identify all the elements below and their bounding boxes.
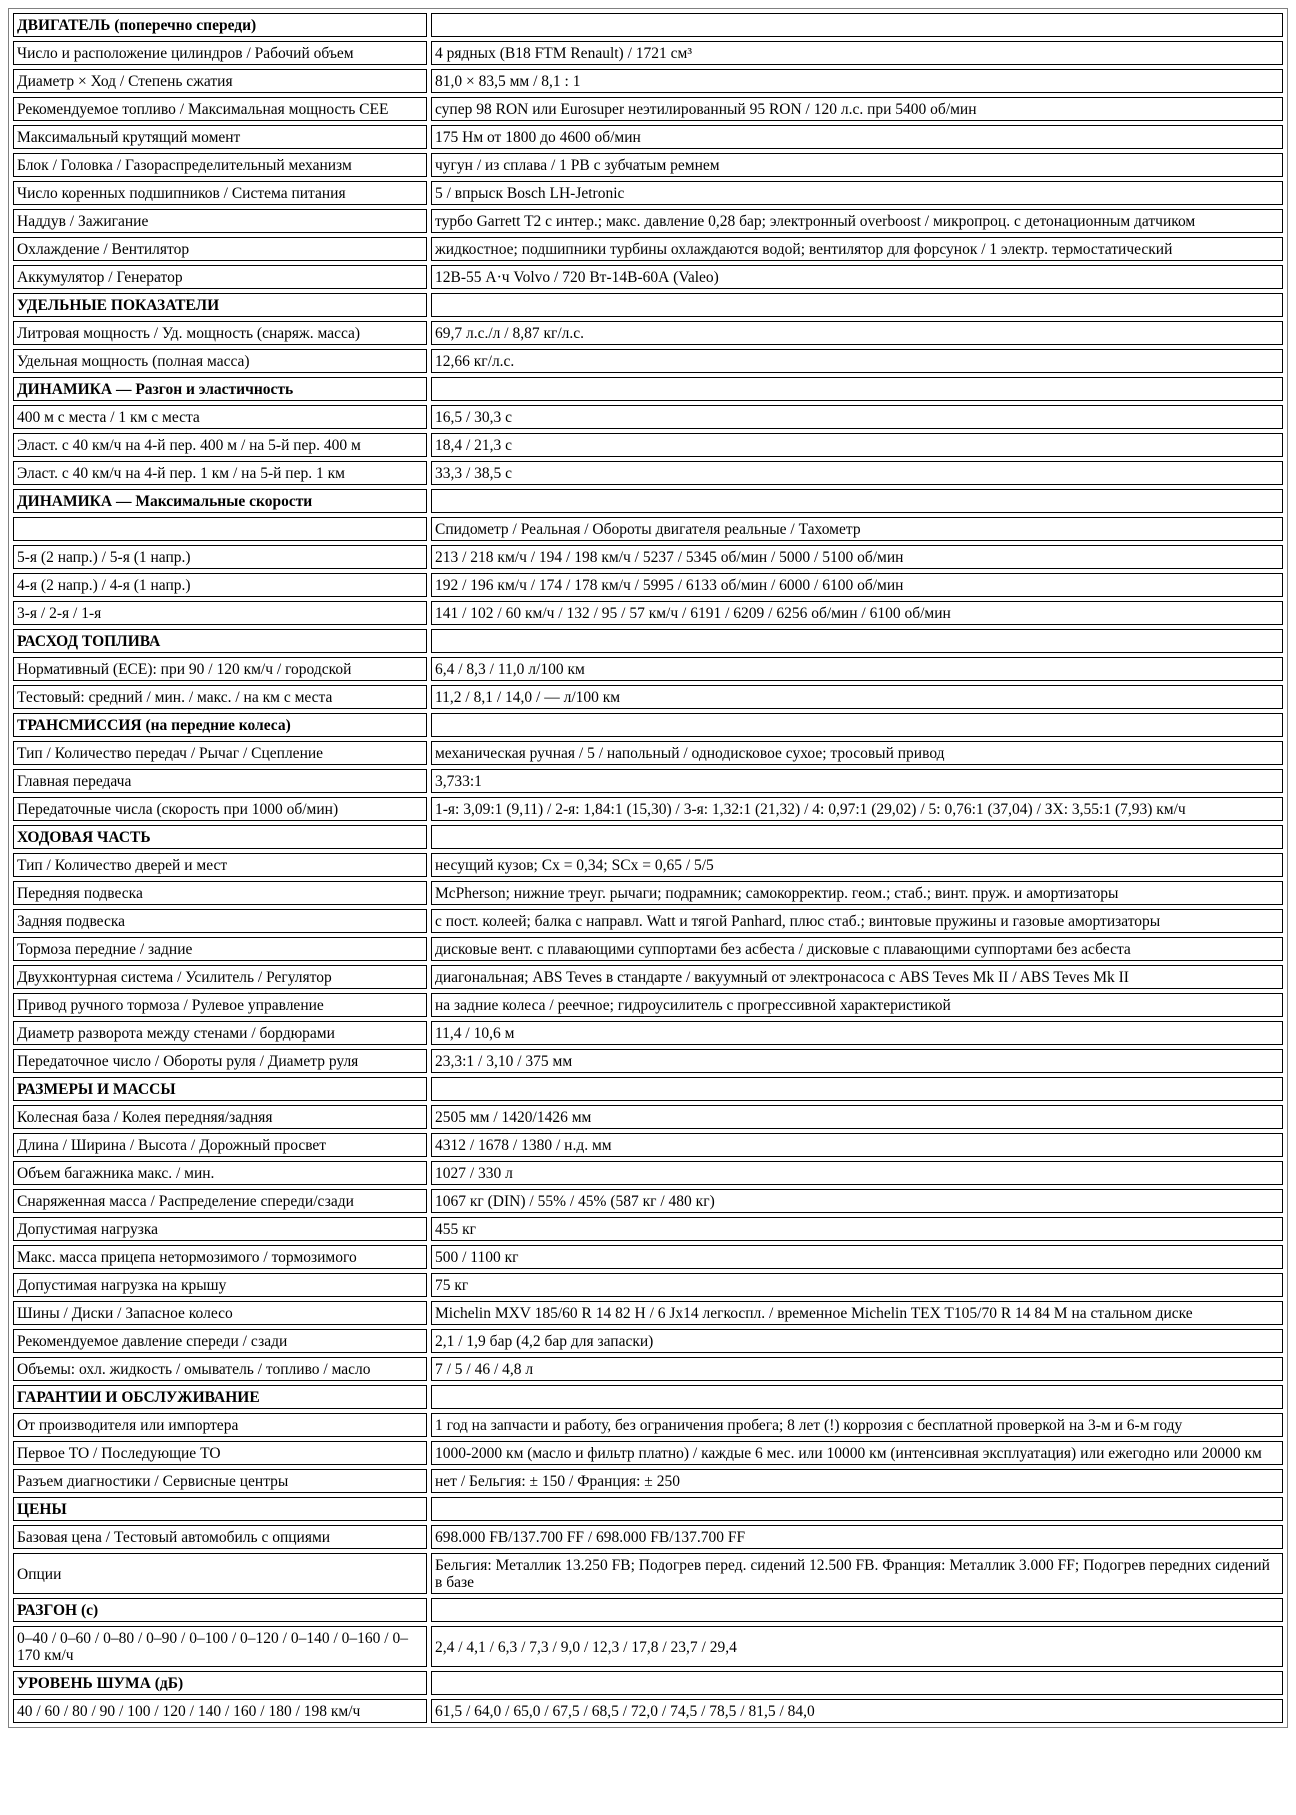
spec-value: 69,7 л.с./л / 8,87 кг/л.с. xyxy=(431,321,1283,345)
spec-label: Снаряженная масса / Распределение спереди/сзади xyxy=(13,1189,427,1213)
spec-label: Диаметр × Ход / Степень сжатия xyxy=(13,69,427,93)
spec-label: Тип / Количество передач / Рычаг / Сцепление xyxy=(13,741,427,765)
section-value-cell xyxy=(431,1077,1283,1101)
spec-value: 12,66 кг/л.с. xyxy=(431,349,1283,373)
section-title: ЦЕНЫ xyxy=(13,1497,427,1521)
spec-value: 2,4 / 4,1 / 6,3 / 7,3 / 9,0 / 12,3 / 17,8 / 23,7 / 29,4 xyxy=(431,1626,1283,1667)
spec-label: Объемы: охл. жидкость / омыватель / топливо / масло xyxy=(13,1357,427,1381)
spec-row xyxy=(13,1105,1283,1129)
spec-value: 2,1 / 1,9 бар (4,2 бар для запаски) xyxy=(431,1329,1283,1353)
section-value-cell xyxy=(431,489,1283,513)
section-header-row xyxy=(13,1598,1283,1622)
spec-row xyxy=(13,405,1283,429)
section-header-row xyxy=(13,13,1283,37)
spec-value: 7 / 5 / 46 / 4,8 л xyxy=(431,1357,1283,1381)
section-value-cell xyxy=(431,13,1283,37)
spec-label: Задняя подвеска xyxy=(13,909,427,933)
spec-row xyxy=(13,1553,1283,1594)
section-value-cell xyxy=(431,1385,1283,1409)
section-title: ДВИГАТЕЛЬ (поперечно спереди) xyxy=(13,13,427,37)
spec-label: Объем багажника макс. / мин. xyxy=(13,1161,427,1185)
spec-value: 1067 кг (DIN) / 55% / 45% (587 кг / 480 кг) xyxy=(431,1189,1283,1213)
section-title: УДЕЛЬНЫЕ ПОКАЗАТЕЛИ xyxy=(13,293,427,317)
spec-value: 5 / впрыск Bosch LH-Jetronic xyxy=(431,181,1283,205)
spec-row xyxy=(13,741,1283,765)
spec-row xyxy=(13,1245,1283,1269)
spec-value: диагональная; ABS Teves в стандарте / вакуумный от электронасоса с ABS Teves Mk II / ABS Teves Mk II xyxy=(431,965,1283,989)
spec-value: механическая ручная / 5 / напольный / однодисковое сухое; тросовый привод xyxy=(431,741,1283,765)
section-header-row xyxy=(13,825,1283,849)
spec-label: Рекомендуемое давление спереди / сзади xyxy=(13,1329,427,1353)
spec-row xyxy=(13,937,1283,961)
spec-row xyxy=(13,1329,1283,1353)
spec-label: Базовая цена / Тестовый автомобиль с опциями xyxy=(13,1525,427,1549)
section-header-row xyxy=(13,629,1283,653)
spec-value: 455 кг xyxy=(431,1217,1283,1241)
section-title: РАЗГОН (с) xyxy=(13,1598,427,1622)
section-title: РАСХОД ТОПЛИВА xyxy=(13,629,427,653)
section-title: ДИНАМИКА — Разгон и эластичность xyxy=(13,377,427,401)
spec-label: Передаточные числа (скорость при 1000 об/мин) xyxy=(13,797,427,821)
spec-row xyxy=(13,517,1283,541)
spec-label: Рекомендуемое топливо / Максимальная мощность CEE xyxy=(13,97,427,121)
spec-row xyxy=(13,545,1283,569)
spec-value: 1000-2000 км (масло и фильтр платно) / каждые 6 мес. или 10000 км (интенсивная эксплуатация) или ежегодно или 20000 км xyxy=(431,1441,1283,1465)
spec-value: 11,2 / 8,1 / 14,0 / — л/100 км xyxy=(431,685,1283,709)
spec-label: Блок / Головка / Газораспределительный механизм xyxy=(13,153,427,177)
spec-label: Допустимая нагрузка xyxy=(13,1217,427,1241)
section-title: РАЗМЕРЫ И МАССЫ xyxy=(13,1077,427,1101)
spec-value: чугун / из сплава / 1 РВ с зубчатым ремнем xyxy=(431,153,1283,177)
spec-value: 698.000 FB/137.700 FF / 698.000 FB/137.700 FF xyxy=(431,1525,1283,1549)
spec-label: 4-я (2 напр.) / 4-я (1 напр.) xyxy=(13,573,427,597)
spec-row xyxy=(13,1413,1283,1437)
spec-row xyxy=(13,265,1283,289)
spec-row xyxy=(13,1699,1283,1723)
spec-value: 500 / 1100 кг xyxy=(431,1245,1283,1269)
spec-table-body xyxy=(13,13,1283,1723)
spec-row xyxy=(13,573,1283,597)
section-title: ТРАНСМИССИЯ (на передние колеса) xyxy=(13,713,427,737)
spec-label: Допустимая нагрузка на крышу xyxy=(13,1273,427,1297)
section-value-cell xyxy=(431,377,1283,401)
spec-row xyxy=(13,349,1283,373)
spec-label: Передняя подвеска xyxy=(13,881,427,905)
spec-label: Тормоза передние / задние xyxy=(13,937,427,961)
spec-value: 18,4 / 21,3 с xyxy=(431,433,1283,457)
spec-row xyxy=(13,769,1283,793)
section-title: ХОДОВАЯ ЧАСТЬ xyxy=(13,825,427,849)
section-header-row xyxy=(13,377,1283,401)
spec-label: Опции xyxy=(13,1553,427,1594)
spec-row xyxy=(13,1357,1283,1381)
spec-value: Спидометр / Реальная / Обороты двигателя реальные / Тахометр xyxy=(431,517,1283,541)
spec-value: 1-я: 3,09:1 (9,11) / 2-я: 1,84:1 (15,30) / 3-я: 1,32:1 (21,32) / 4: 0,97:1 (29,02) / 5: 0,76:1 (37,04) / ЗХ: 3,55:1 (7,93) км/ч xyxy=(431,797,1283,821)
spec-value: на задние колеса / реечное; гидроусилитель с прогрессивной характеристикой xyxy=(431,993,1283,1017)
spec-row xyxy=(13,1525,1283,1549)
spec-label: 0–40 / 0–60 / 0–80 / 0–90 / 0–100 / 0–120 / 0–140 / 0–160 / 0–170 км/ч xyxy=(13,1626,427,1667)
spec-value: супер 98 RON или Eurosuper неэтилированный 95 RON / 120 л.с. при 5400 об/мин xyxy=(431,97,1283,121)
spec-value: 6,4 / 8,3 / 11,0 л/100 км xyxy=(431,657,1283,681)
spec-value: несущий кузов; Cx = 0,34; SCx = 0,65 / 5/5 xyxy=(431,853,1283,877)
spec-value: 4312 / 1678 / 1380 / н.д. мм xyxy=(431,1133,1283,1157)
spec-label: 400 м с места / 1 км с места xyxy=(13,405,427,429)
spec-row xyxy=(13,797,1283,821)
spec-row xyxy=(13,461,1283,485)
spec-row xyxy=(13,433,1283,457)
spec-row xyxy=(13,41,1283,65)
spec-row xyxy=(13,1049,1283,1073)
section-value-cell xyxy=(431,293,1283,317)
spec-value: 1027 / 330 л xyxy=(431,1161,1283,1185)
spec-value: 4 рядных (B18 FTM Renault) / 1721 см³ xyxy=(431,41,1283,65)
spec-label: Аккумулятор / Генератор xyxy=(13,265,427,289)
spec-value: жидкостное; подшипники турбины охлаждаются водой; вентилятор для форсунок / 1 электр. термостатический xyxy=(431,237,1283,261)
section-header-row xyxy=(13,1385,1283,1409)
spec-row xyxy=(13,601,1283,625)
spec-label: 3-я / 2-я / 1-я xyxy=(13,601,427,625)
spec-row xyxy=(13,881,1283,905)
spec-label: Шины / Диски / Запасное колесо xyxy=(13,1301,427,1325)
spec-value: 141 / 102 / 60 км/ч / 132 / 95 / 57 км/ч / 6191 / 6209 / 6256 об/мин / 6100 об/мин xyxy=(431,601,1283,625)
spec-row xyxy=(13,1469,1283,1493)
section-title: УРОВЕНЬ ШУМА (дБ) xyxy=(13,1671,427,1695)
spec-row xyxy=(13,1161,1283,1185)
spec-label: Передаточное число / Обороты руля / Диаметр руля xyxy=(13,1049,427,1073)
spec-row xyxy=(13,1301,1283,1325)
spec-label: Нормативный (ECE): при 90 / 120 км/ч / городской xyxy=(13,657,427,681)
spec-row xyxy=(13,97,1283,121)
spec-value: нет / Бельгия: ± 150 / Франция: ± 250 xyxy=(431,1469,1283,1493)
spec-label: Разъем диагностики / Сервисные центры xyxy=(13,1469,427,1493)
spec-value: 3,733:1 xyxy=(431,769,1283,793)
spec-row xyxy=(13,1217,1283,1241)
spec-label: 40 / 60 / 80 / 90 / 100 / 120 / 140 / 160 / 180 / 198 км/ч xyxy=(13,1699,427,1723)
section-header-row xyxy=(13,1671,1283,1695)
spec-label: Число и расположение цилиндров / Рабочий объем xyxy=(13,41,427,65)
spec-row xyxy=(13,321,1283,345)
spec-value: 75 кг xyxy=(431,1273,1283,1297)
spec-label: Охлаждение / Вентилятор xyxy=(13,237,427,261)
spec-value: 33,3 / 38,5 с xyxy=(431,461,1283,485)
spec-row xyxy=(13,1133,1283,1157)
spec-value: 23,3:1 / 3,10 / 375 мм xyxy=(431,1049,1283,1073)
section-value-cell xyxy=(431,629,1283,653)
spec-value: 1 год на запчасти и работу, без ограничения пробега; 8 лет (!) коррозия с бесплатной проверкой на 3-м и 6-м году xyxy=(431,1413,1283,1437)
spec-value: 192 / 196 км/ч / 174 / 178 км/ч / 5995 / 6133 об/мин / 6000 / 6100 об/мин xyxy=(431,573,1283,597)
spec-row xyxy=(13,1273,1283,1297)
spec-label: Колесная база / Колея передняя/задняя xyxy=(13,1105,427,1129)
spec-value: Бельгия: Металлик 13.250 FB; Подогрев перед. сидений 12.500 FB. Франция: Металлик 3.000 FF; Подогрев передних сидений в базе xyxy=(431,1553,1283,1594)
spec-row xyxy=(13,1189,1283,1213)
spec-row xyxy=(13,69,1283,93)
spec-value: 12В-55 А·ч Volvo / 720 Вт-14В-60А (Valeo) xyxy=(431,265,1283,289)
spec-value: 11,4 / 10,6 м xyxy=(431,1021,1283,1045)
spec-row xyxy=(13,1021,1283,1045)
section-header-row xyxy=(13,293,1283,317)
spec-row xyxy=(13,685,1283,709)
spec-label: Привод ручного тормоза / Рулевое управление xyxy=(13,993,427,1017)
spec-value: с пост. колеей; балка с направл. Watt и тягой Panhard, плюс стаб.; винтовые пружины и газовые амортизаторы xyxy=(431,909,1283,933)
spec-row xyxy=(13,153,1283,177)
spec-value: 2505 мм / 1420/1426 мм xyxy=(431,1105,1283,1129)
section-header-row xyxy=(13,489,1283,513)
section-value-cell xyxy=(431,1497,1283,1521)
spec-table xyxy=(8,8,1288,1728)
spec-label: Тестовый: средний / мин. / макс. / на км с места xyxy=(13,685,427,709)
spec-label xyxy=(13,517,427,541)
spec-row xyxy=(13,1441,1283,1465)
spec-label: Диаметр разворота между стенами / бордюрами xyxy=(13,1021,427,1045)
section-title: ДИНАМИКА — Максимальные скорости xyxy=(13,489,427,513)
spec-label: Число коренных подшипников / Система питания xyxy=(13,181,427,205)
spec-value: 213 / 218 км/ч / 194 / 198 км/ч / 5237 / 5345 об/мин / 5000 / 5100 об/мин xyxy=(431,545,1283,569)
spec-row xyxy=(13,1626,1283,1667)
spec-row xyxy=(13,125,1283,149)
spec-label: Длина / Ширина / Высота / Дорожный просвет xyxy=(13,1133,427,1157)
spec-value: 61,5 / 64,0 / 65,0 / 67,5 / 68,5 / 72,0 / 74,5 / 78,5 / 81,5 / 84,0 xyxy=(431,1699,1283,1723)
spec-label: Эласт. с 40 км/ч на 4-й пер. 1 км / на 5-й пер. 1 км xyxy=(13,461,427,485)
spec-value: 81,0 × 83,5 мм / 8,1 : 1 xyxy=(431,69,1283,93)
section-title: ГАРАНТИИ И ОБСЛУЖИВАНИЕ xyxy=(13,1385,427,1409)
section-header-row xyxy=(13,713,1283,737)
spec-row xyxy=(13,181,1283,205)
spec-row xyxy=(13,209,1283,233)
spec-label: Тип / Количество дверей и мест xyxy=(13,853,427,877)
spec-row xyxy=(13,853,1283,877)
spec-label: Наддув / Зажигание xyxy=(13,209,427,233)
spec-value: McPherson; нижние треуг. рычаги; подрамник; самокорректир. геом.; стаб.; винт. пруж. и амортизаторы xyxy=(431,881,1283,905)
spec-value: турбо Garrett T2 с интер.; макс. давление 0,28 бар; электронный overboost / микропроц. с детонационным датчиком xyxy=(431,209,1283,233)
section-value-cell xyxy=(431,713,1283,737)
spec-label: Двухконтурная система / Усилитель / Регулятор xyxy=(13,965,427,989)
spec-value: 175 Нм от 1800 до 4600 об/мин xyxy=(431,125,1283,149)
spec-label: Эласт. с 40 км/ч на 4-й пер. 400 м / на 5-й пер. 400 м xyxy=(13,433,427,457)
spec-label: Главная передача xyxy=(13,769,427,793)
spec-label: Литровая мощность / Уд. мощность (снаряж. масса) xyxy=(13,321,427,345)
spec-label: 5-я (2 напр.) / 5-я (1 напр.) xyxy=(13,545,427,569)
spec-value: 16,5 / 30,3 с xyxy=(431,405,1283,429)
spec-row xyxy=(13,909,1283,933)
spec-label: Максимальный крутящий момент xyxy=(13,125,427,149)
section-header-row xyxy=(13,1497,1283,1521)
spec-label: Макс. масса прицепа нетормозимого / тормозимого xyxy=(13,1245,427,1269)
spec-row xyxy=(13,237,1283,261)
section-value-cell xyxy=(431,1671,1283,1695)
section-value-cell xyxy=(431,1598,1283,1622)
spec-row xyxy=(13,965,1283,989)
spec-value: дисковые вент. с плавающими суппортами без асбеста / дисковые с плавающими суппортами без асбеста xyxy=(431,937,1283,961)
section-value-cell xyxy=(431,825,1283,849)
spec-label: Удельная мощность (полная масса) xyxy=(13,349,427,373)
spec-label: От производителя или импортера xyxy=(13,1413,427,1437)
spec-row xyxy=(13,993,1283,1017)
section-header-row xyxy=(13,1077,1283,1101)
spec-label: Первое ТО / Последующие ТО xyxy=(13,1441,427,1465)
spec-value: Michelin MXV 185/60 R 14 82 H / 6 Jx14 легкоспл. / временное Michelin TEX T105/70 R 14 84 M на стальном диске xyxy=(431,1301,1283,1325)
spec-row xyxy=(13,657,1283,681)
